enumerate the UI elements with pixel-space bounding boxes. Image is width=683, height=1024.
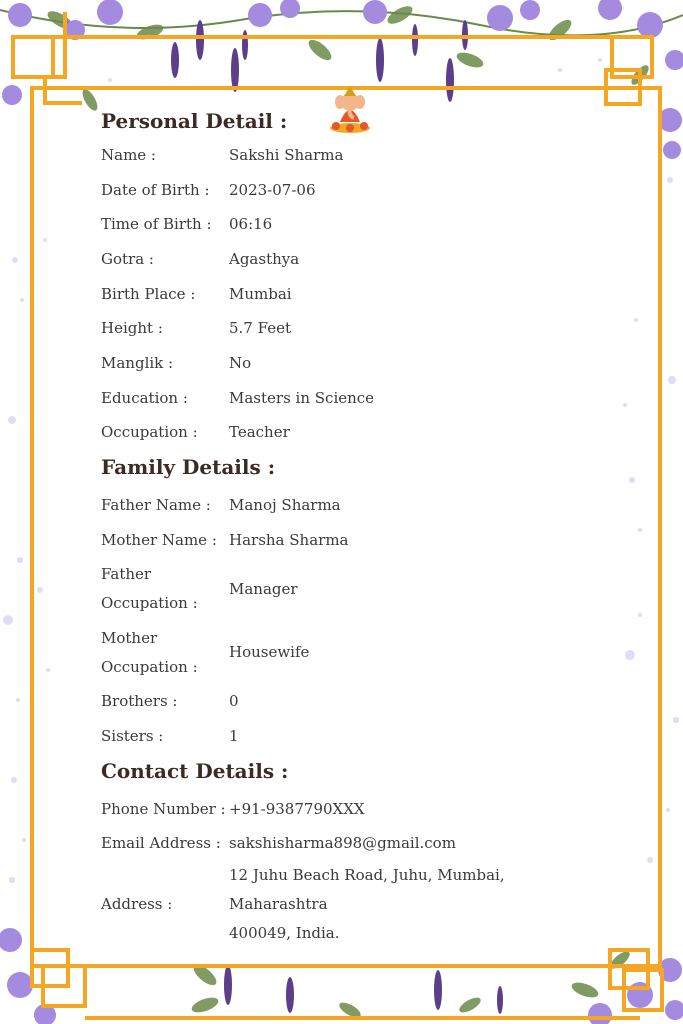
detail-row-birth-place (101, 277, 601, 312)
detail-value: Manager (229, 579, 298, 598)
detail-value: Manoj Sharma (229, 496, 341, 515)
detail-label: Time of Birth : (101, 215, 212, 234)
family-details-heading: Family Details : (101, 455, 276, 480)
detail-row-name (101, 138, 601, 173)
detail-row-sisters (101, 719, 601, 754)
detail-value: No (229, 353, 252, 372)
detail-row-address (101, 861, 601, 948)
address-line: 12 Juhu Beach Road, Juhu, Mumbai, Maharashtra (229, 866, 505, 914)
detail-label: Address : (101, 895, 173, 914)
detail-row-father-name (101, 488, 601, 523)
contact-details-heading: Contact Details : (101, 758, 289, 783)
detail-label (101, 560, 229, 618)
contact-details-section (101, 792, 601, 948)
detail-value (229, 861, 601, 948)
detail-label-line: Occupation : (101, 594, 198, 613)
detail-label: Brothers : (101, 692, 178, 711)
detail-value: Teacher (229, 423, 290, 442)
detail-value: 06:16 (229, 215, 273, 234)
detail-row-brothers (101, 685, 601, 720)
detail-label (101, 624, 229, 682)
detail-row-mother-name (101, 523, 601, 558)
detail-row-occupation (101, 416, 601, 451)
detail-row-tob (101, 207, 601, 242)
detail-label: Birth Place : (101, 284, 196, 303)
detail-label: Date of Birth : (101, 180, 210, 199)
personal-detail-section (101, 138, 601, 450)
detail-row-height (101, 311, 601, 346)
personal-detail-heading: Personal Detail : (101, 109, 288, 133)
detail-row-phone (101, 792, 601, 827)
detail-label: Gotra : (101, 249, 154, 268)
detail-value: Mumbai (229, 284, 292, 303)
address-line: 400049, India. (229, 924, 340, 943)
family-details-section (101, 488, 601, 754)
detail-label: Father Name : (101, 496, 211, 515)
detail-value: Agasthya (229, 249, 300, 268)
detail-value: +91-9387790XXX (229, 799, 365, 818)
detail-value: sakshisharma898@gmail.com (229, 834, 456, 853)
detail-row-education (101, 381, 601, 416)
detail-label-line: Occupation : (101, 657, 198, 676)
detail-label-line: Mother (101, 628, 158, 647)
detail-label: Height : (101, 319, 163, 338)
detail-row-email (101, 827, 601, 862)
detail-value: 5.7 Feet (229, 319, 291, 338)
detail-row-father-occupation (101, 558, 601, 622)
detail-label: Education : (101, 388, 188, 407)
detail-label: Name : (101, 145, 156, 164)
detail-label: Email Address : (101, 834, 221, 853)
detail-value: 0 (229, 692, 239, 711)
detail-value: 1 (229, 727, 239, 746)
detail-value: Harsha Sharma (229, 530, 349, 549)
detail-label: Occupation : (101, 423, 198, 442)
detail-label: Manglik : (101, 353, 174, 372)
detail-value: Masters in Science (229, 388, 375, 407)
detail-value: 2023-07-06 (229, 180, 316, 199)
detail-label-line: Father (101, 565, 152, 584)
detail-label: Sisters : (101, 727, 164, 746)
detail-label: Mother Name : (101, 530, 217, 549)
detail-value: Housewife (229, 643, 310, 662)
detail-value: Sakshi Sharma (229, 145, 344, 164)
biodata-content (101, 104, 601, 948)
detail-row-gotra (101, 242, 601, 277)
detail-row-dob (101, 173, 601, 208)
detail-row-mother-occupation (101, 621, 601, 685)
detail-row-manglik (101, 346, 601, 381)
detail-label: Phone Number : (101, 799, 226, 818)
